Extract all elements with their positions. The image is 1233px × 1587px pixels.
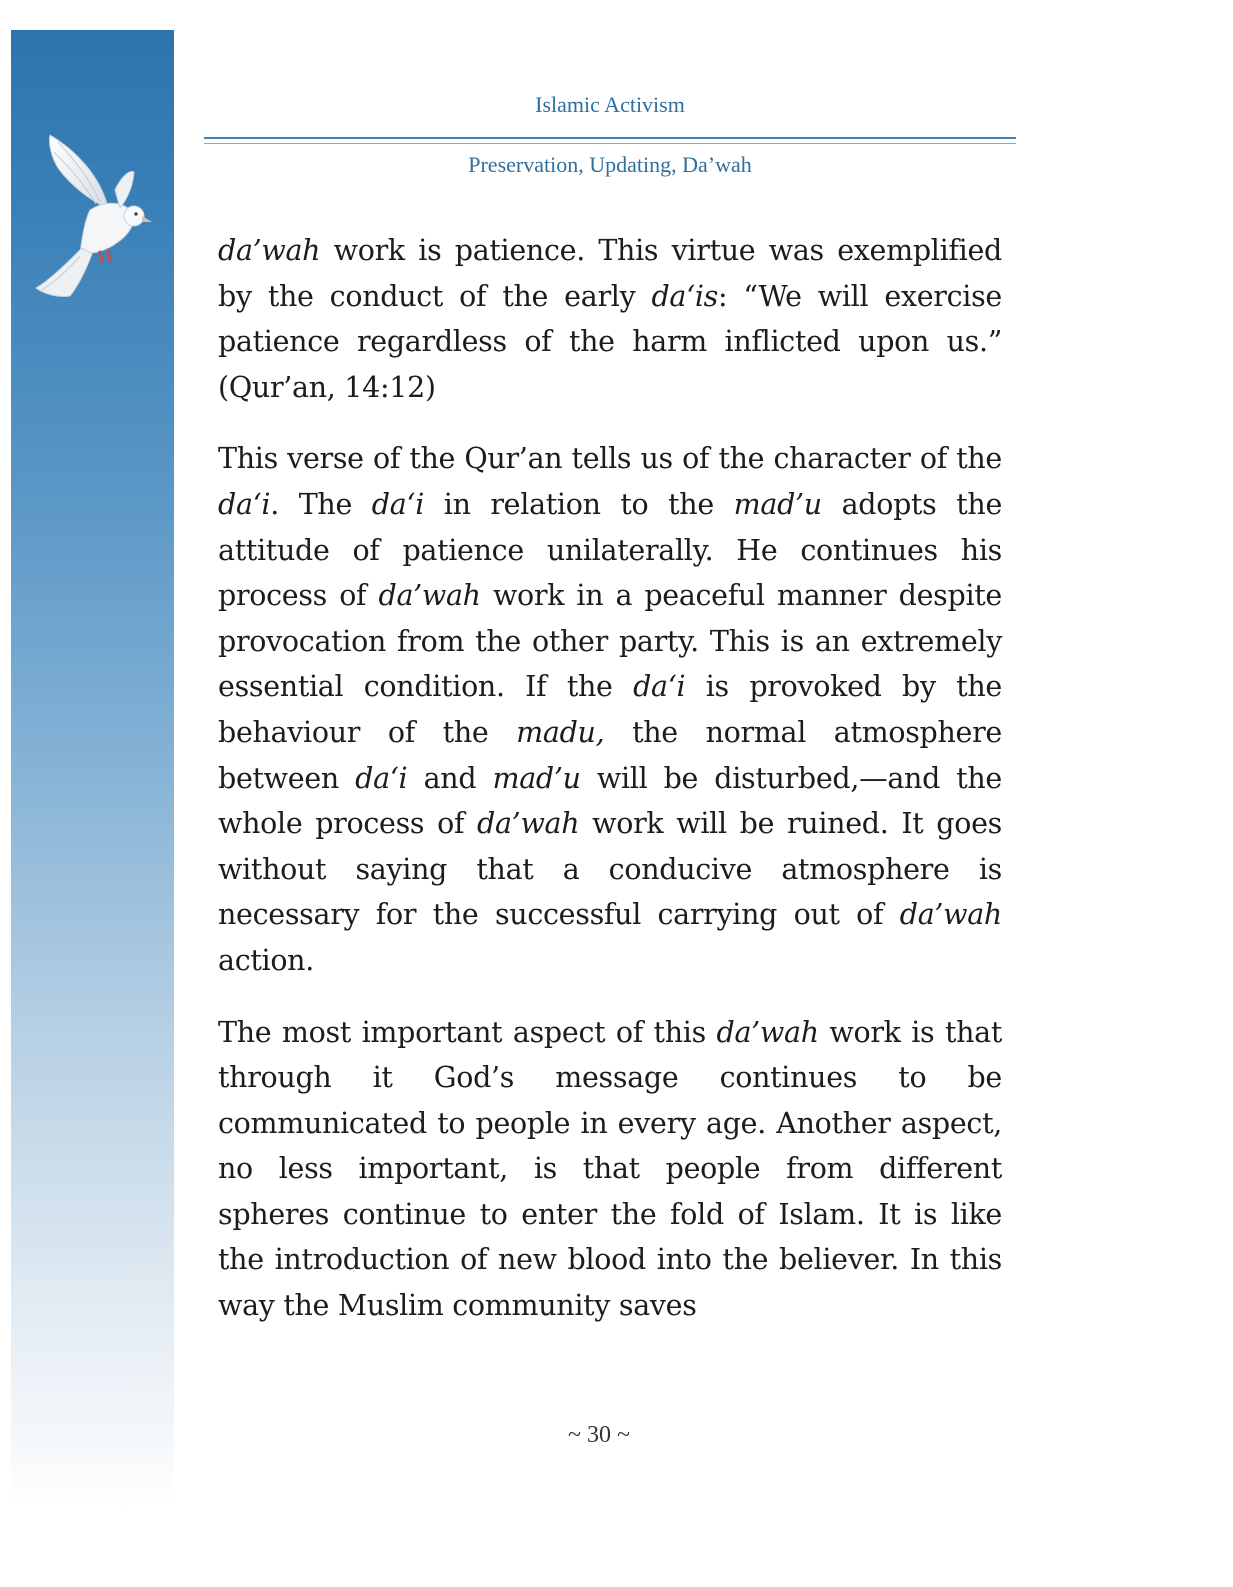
italic-term: da‘i [633,670,686,704]
text-run: in relation to the [424,487,734,521]
dove-icon [30,130,155,305]
text-run: . The [270,487,372,521]
running-header-subtitle: Preservation, Updating, Da’wah [468,152,752,177]
header-divider-thin [204,143,1016,144]
text-run: and [407,761,493,795]
italic-term: mad’u [492,761,581,795]
italic-term: da’wah [218,234,321,267]
paragraph [218,436,1002,983]
italic-term: da‘i [355,761,408,795]
italic-term: da’wah [477,807,580,841]
text-run: work is patience. This virtue was exemplified by the conduct of the early [218,234,1002,313]
paragraph [218,228,1002,410]
text-run: the normal atmosphere between [218,715,1002,795]
text-run: will be disturbed,—and the whole process of [218,761,1002,841]
text-run: action. [218,943,314,977]
text-run: : “We will exercise patience regardless of the harm inflicted upon us.” (Qur’an, 14:12) [218,279,1002,404]
text-run: adopts the attitude of patience unilaterally. He continues his process of [218,487,1003,613]
italic-term: da’wah [899,898,1002,932]
text-run: work in a peaceful manner despite provocation from the other party. This is an extremely essential condition. If the [218,579,1002,704]
paragraph [218,1010,1002,1329]
text-run: The most important aspect of this [218,1015,717,1049]
italic-term: da’wah [716,1015,819,1049]
italic-term: mad’u [733,487,822,521]
text-run: This verse of the Qur’an tells us of the character of the [218,442,1002,476]
italic-term: da‘is [651,279,719,313]
italic-term: da’wah [378,579,481,613]
italic-term: da‘i [371,487,425,521]
text-run: work will be ruined. It goes without saying that a conducive atmosphere is necessary for the successful carrying out of [218,807,1002,932]
italic-term: da‘i [218,487,271,521]
italic-term: madu, [516,715,605,749]
text-run: is provoked by the behaviour of the [218,670,1002,749]
body-text [218,228,1002,1355]
page-number: ~ 30 ~ [568,1422,630,1448]
text-run: work is that through it God’s message continues to be communicated to people in every age. Another aspect, no less important, is that people from different spheres continue to enter the fold of Islam. It is like the introduction of new blood into the believer. In this way the Muslim community saves [218,1015,1003,1323]
running-header-title: Islamic Activism [535,92,685,117]
header-divider [204,137,1016,139]
